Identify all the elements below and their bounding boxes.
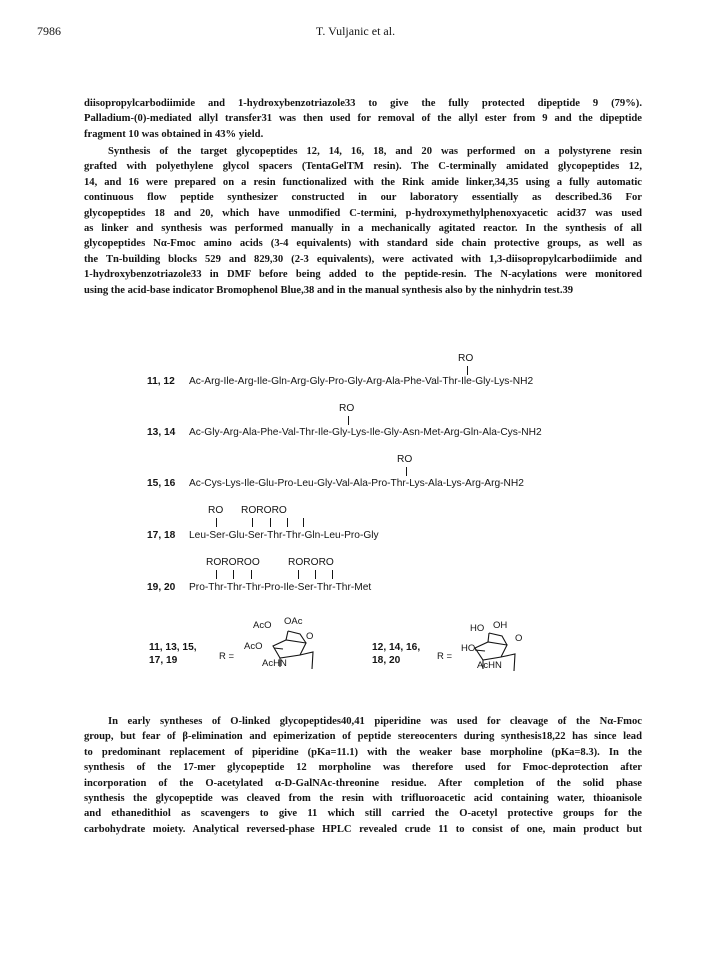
r-equals-label: R = [219, 651, 235, 662]
compound-labels-acetylated: 11, 13, 15, 17, 19 [149, 642, 197, 666]
ro-substituent-group: RORORO [241, 505, 287, 516]
running-head-authors: T. Vuljanic et al. [315, 24, 396, 38]
compound-label: 19, 20 [147, 582, 176, 593]
bond-line [315, 570, 316, 579]
text-line: synthesis of the 17-mer glycopeptide 12 morpholine was therefore used for Fmoc-deprotection after [84, 762, 642, 774]
text-line: 14, and 16 were prepared on a resin functionalized with the Rink amide linker,34,35 using a fully automatic [84, 176, 642, 188]
compound-label: 17, 18 [147, 530, 176, 541]
text-line: and ethanedithiol as scavengers to give 11 which still carried the O-acetyl protective groups for the [84, 808, 642, 820]
text-line: 1-hydroxybenzotriazole33 in DMF before being added to the peptide-resin. The N-acylations were monitored [84, 269, 642, 281]
ro-substituent: RO [339, 403, 355, 414]
sequence-17-18 [147, 530, 379, 541]
ring-oxygen: O [515, 633, 523, 644]
text-line: as linker and synthesis was performed manually in a mechanically agitated reactor. In the synthesis of all [84, 223, 642, 235]
text-line: fragment 10 was obtained in 43% yield. [84, 128, 264, 140]
bond-line [298, 570, 299, 579]
text-line: the Tn-building blocks 529 and 829,30 (2-3 equivalents), were activated with 1,3-diisopropylcarbodiimide and [84, 253, 642, 265]
bond-line [233, 570, 234, 579]
text-line: synthesis the glycopeptide was cleaved from the resin with trifluoroacetic acid containing water, thioanisole [84, 793, 642, 805]
hydroxy-substituent: HO [470, 623, 485, 634]
text-line: to predominant replacement of piperidine (pKa=11.1) with the weaker base morpholine (pKa=8.3). In the [84, 746, 642, 758]
sequence-19-20 [147, 582, 371, 593]
peptide-sequence: Ac-Arg-Ile-Arg-Ile-Gln-Arg-Gly-Pro-Gly-Arg-Ala-Phe-Val-Thr-Ile-Gly-Lys-NH2 [189, 376, 534, 387]
compound-label: 13, 14 [147, 427, 176, 438]
text-line: In early syntheses of O-linked glycopeptides40,41 piperidine was used for cleavage of the Nα-Fmoc [108, 716, 642, 727]
text-line: group, but fear of β-elimination and epimerization of peptide stereocenters during synthesis18,22 has since lead [84, 731, 642, 743]
bond-line [303, 518, 304, 527]
acetoxy-substituent: OAc [284, 616, 303, 627]
compound-label: 11, 12 [147, 376, 175, 387]
ro-substituent: RO [208, 505, 224, 516]
ro-substituent: RO [458, 353, 474, 364]
sequence-15-16 [147, 478, 524, 489]
peptide-sequence: Ac-Cys-Lys-Ile-Glu-Pro-Leu-Gly-Val-Ala-Pro-Thr-Lys-Ala-Lys-Arg-Arg-NH2 [189, 478, 524, 489]
paragraph-3 [84, 714, 642, 837]
bond-line [216, 518, 217, 527]
ro-substituent-group: RORORO [288, 557, 334, 568]
peptide-sequence: Pro-Thr-Thr-Thr-Pro-Ile-Ser-Thr-Thr-Met [189, 582, 372, 593]
text-line: glycopeptides 18 and 20, which have unmodified C-termini, p-hydroxymethylphenoxyacetic acid37 was used [84, 207, 642, 219]
compound-label: 15, 16 [147, 478, 176, 489]
acetamido-substituent: AcHN [262, 658, 287, 669]
acetoxy-substituent: AcO [244, 641, 263, 652]
ro-substituent-group: ROROROO [206, 557, 260, 568]
bond-line [270, 518, 271, 527]
text-line: using the acid-base indicator Bromophenol Blue,38 and in the manual synthesis also by the ninhydrin test.39 [84, 284, 574, 296]
peptide-sequence: Leu-Ser-Glu-Ser-Thr-Thr-Gln-Leu-Pro-Gly [189, 530, 379, 541]
text-line: grafted with polyethylene glycol spacers (TentaGelTM resin). The C-terminally amidated glycopeptides 12, [84, 161, 642, 173]
text-line: incorporation of the O-acetylated α-D-GalNAc-threonine residue. After completion of the solid phase [84, 777, 642, 789]
ro-substituent: RO [397, 454, 413, 465]
sequence-13-14 [147, 427, 542, 438]
hydroxy-substituent: HO [461, 643, 476, 654]
bond-line [252, 518, 253, 527]
galnac-ring-acetylated [240, 612, 330, 674]
hydroxy-substituent: OH [493, 620, 508, 631]
text-line: Palladium-(0)-mediated allyl transfer31 was then used for removal of the allyl ester from 9 and the dipeptide [84, 113, 642, 125]
bond-line [467, 366, 468, 375]
peptide-sequence: Ac-Gly-Arg-Ala-Phe-Val-Thr-Ile-Gly-Lys-Ile-Gly-Asn-Met-Arg-Gln-Ala-Cys-NH2 [189, 427, 542, 438]
text-line: diisopropylcarbodiimide and 1-hydroxybenzotriazole33 to give the fully protected dipeptide 9 (79%). [84, 98, 642, 109]
bond-line [216, 570, 217, 579]
text-line: Synthesis of the target glycopeptides 12, 14, 16, 18, and 20 was performed on a polystyrene resin [108, 146, 642, 157]
bond-line [406, 467, 407, 476]
text-line: glycopeptides Nα-Fmoc amino acids (3-4 equivalents) with standard side chain protective groups, as well as [84, 238, 642, 250]
bond-line [251, 570, 252, 579]
bond-line [348, 416, 349, 425]
ring-oxygen: O [306, 631, 314, 642]
text-line: carbohydrate moiety. Analytical reversed-phase HPLC revealed crude 11 to consist of one, main product but [84, 823, 642, 835]
bond-line [332, 570, 333, 579]
page-number: 7986 [37, 24, 61, 38]
text-line: continuous flow peptide synthesizer constructed in our laboratory essentially as described.36 For [84, 192, 642, 204]
galnac-ring-deprotected [455, 614, 545, 676]
compound-labels-deprotected: 12, 14, 16, 18, 20 [372, 642, 421, 666]
bond-line [287, 518, 288, 527]
acetoxy-substituent: AcO [253, 620, 272, 631]
r-equals-label: R = [437, 651, 453, 662]
sequence-11-12 [147, 376, 533, 387]
acetamido-substituent: AcHN [477, 660, 502, 671]
